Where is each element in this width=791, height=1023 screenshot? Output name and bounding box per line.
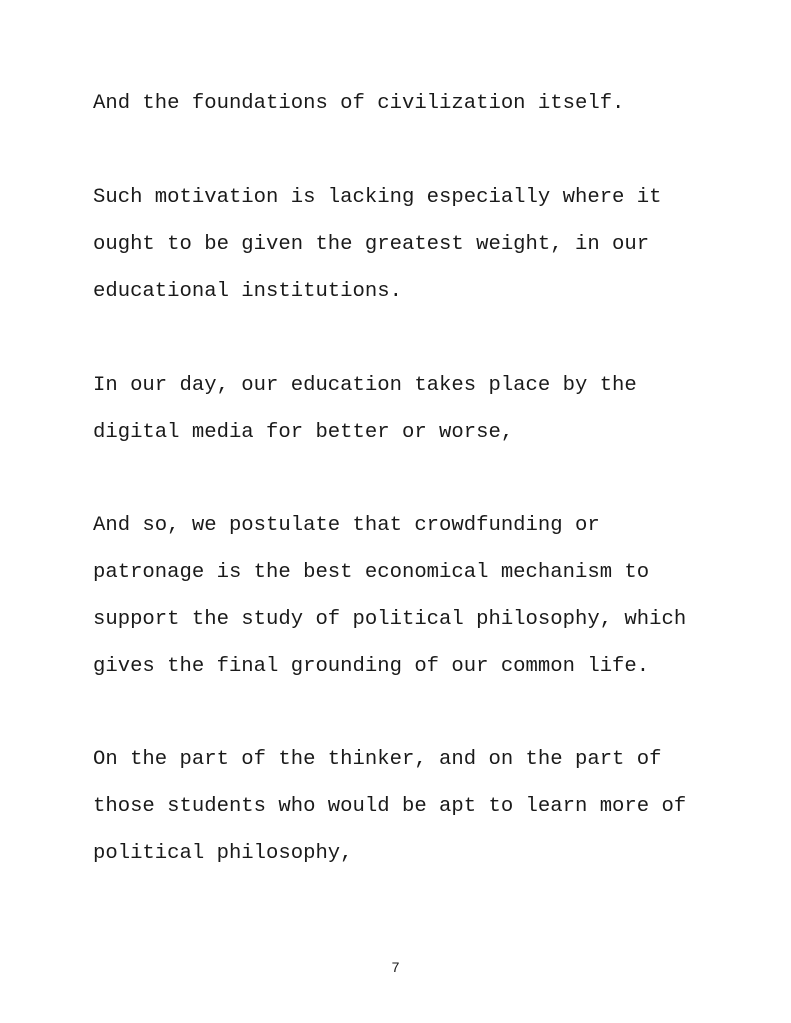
paragraph-4-line-4: gives the final grounding of our common life. <box>93 655 650 678</box>
paragraph-5-line-3: political philosophy, <box>93 842 353 865</box>
paragraph-2-line-3: educational institutions. <box>93 280 402 303</box>
paragraph-1-line-1: And the foundations of civilization itself. <box>93 92 625 115</box>
paragraph-4-line-2: patronage is the best economical mechanism to <box>93 561 650 584</box>
paragraph-4-line-1: And so, we postulate that crowdfunding or <box>93 514 600 537</box>
paragraph-5-line-2: those students who would be apt to learn more of <box>93 795 687 818</box>
paragraph-5-line-1: On the part of the thinker, and on the part of <box>93 748 662 771</box>
paragraph-4-line-3: support the study of political philosophy, which <box>93 608 687 631</box>
paragraph-3-line-1: In our day, our education takes place by the <box>93 374 637 397</box>
paragraph-3-line-2: digital media for better or worse, <box>93 421 514 444</box>
paragraph-2-line-2: ought to be given the greatest weight, in our <box>93 233 650 256</box>
paragraph-2-line-1: Such motivation is lacking especially where it <box>93 186 662 209</box>
page-number: 7 <box>391 959 400 975</box>
